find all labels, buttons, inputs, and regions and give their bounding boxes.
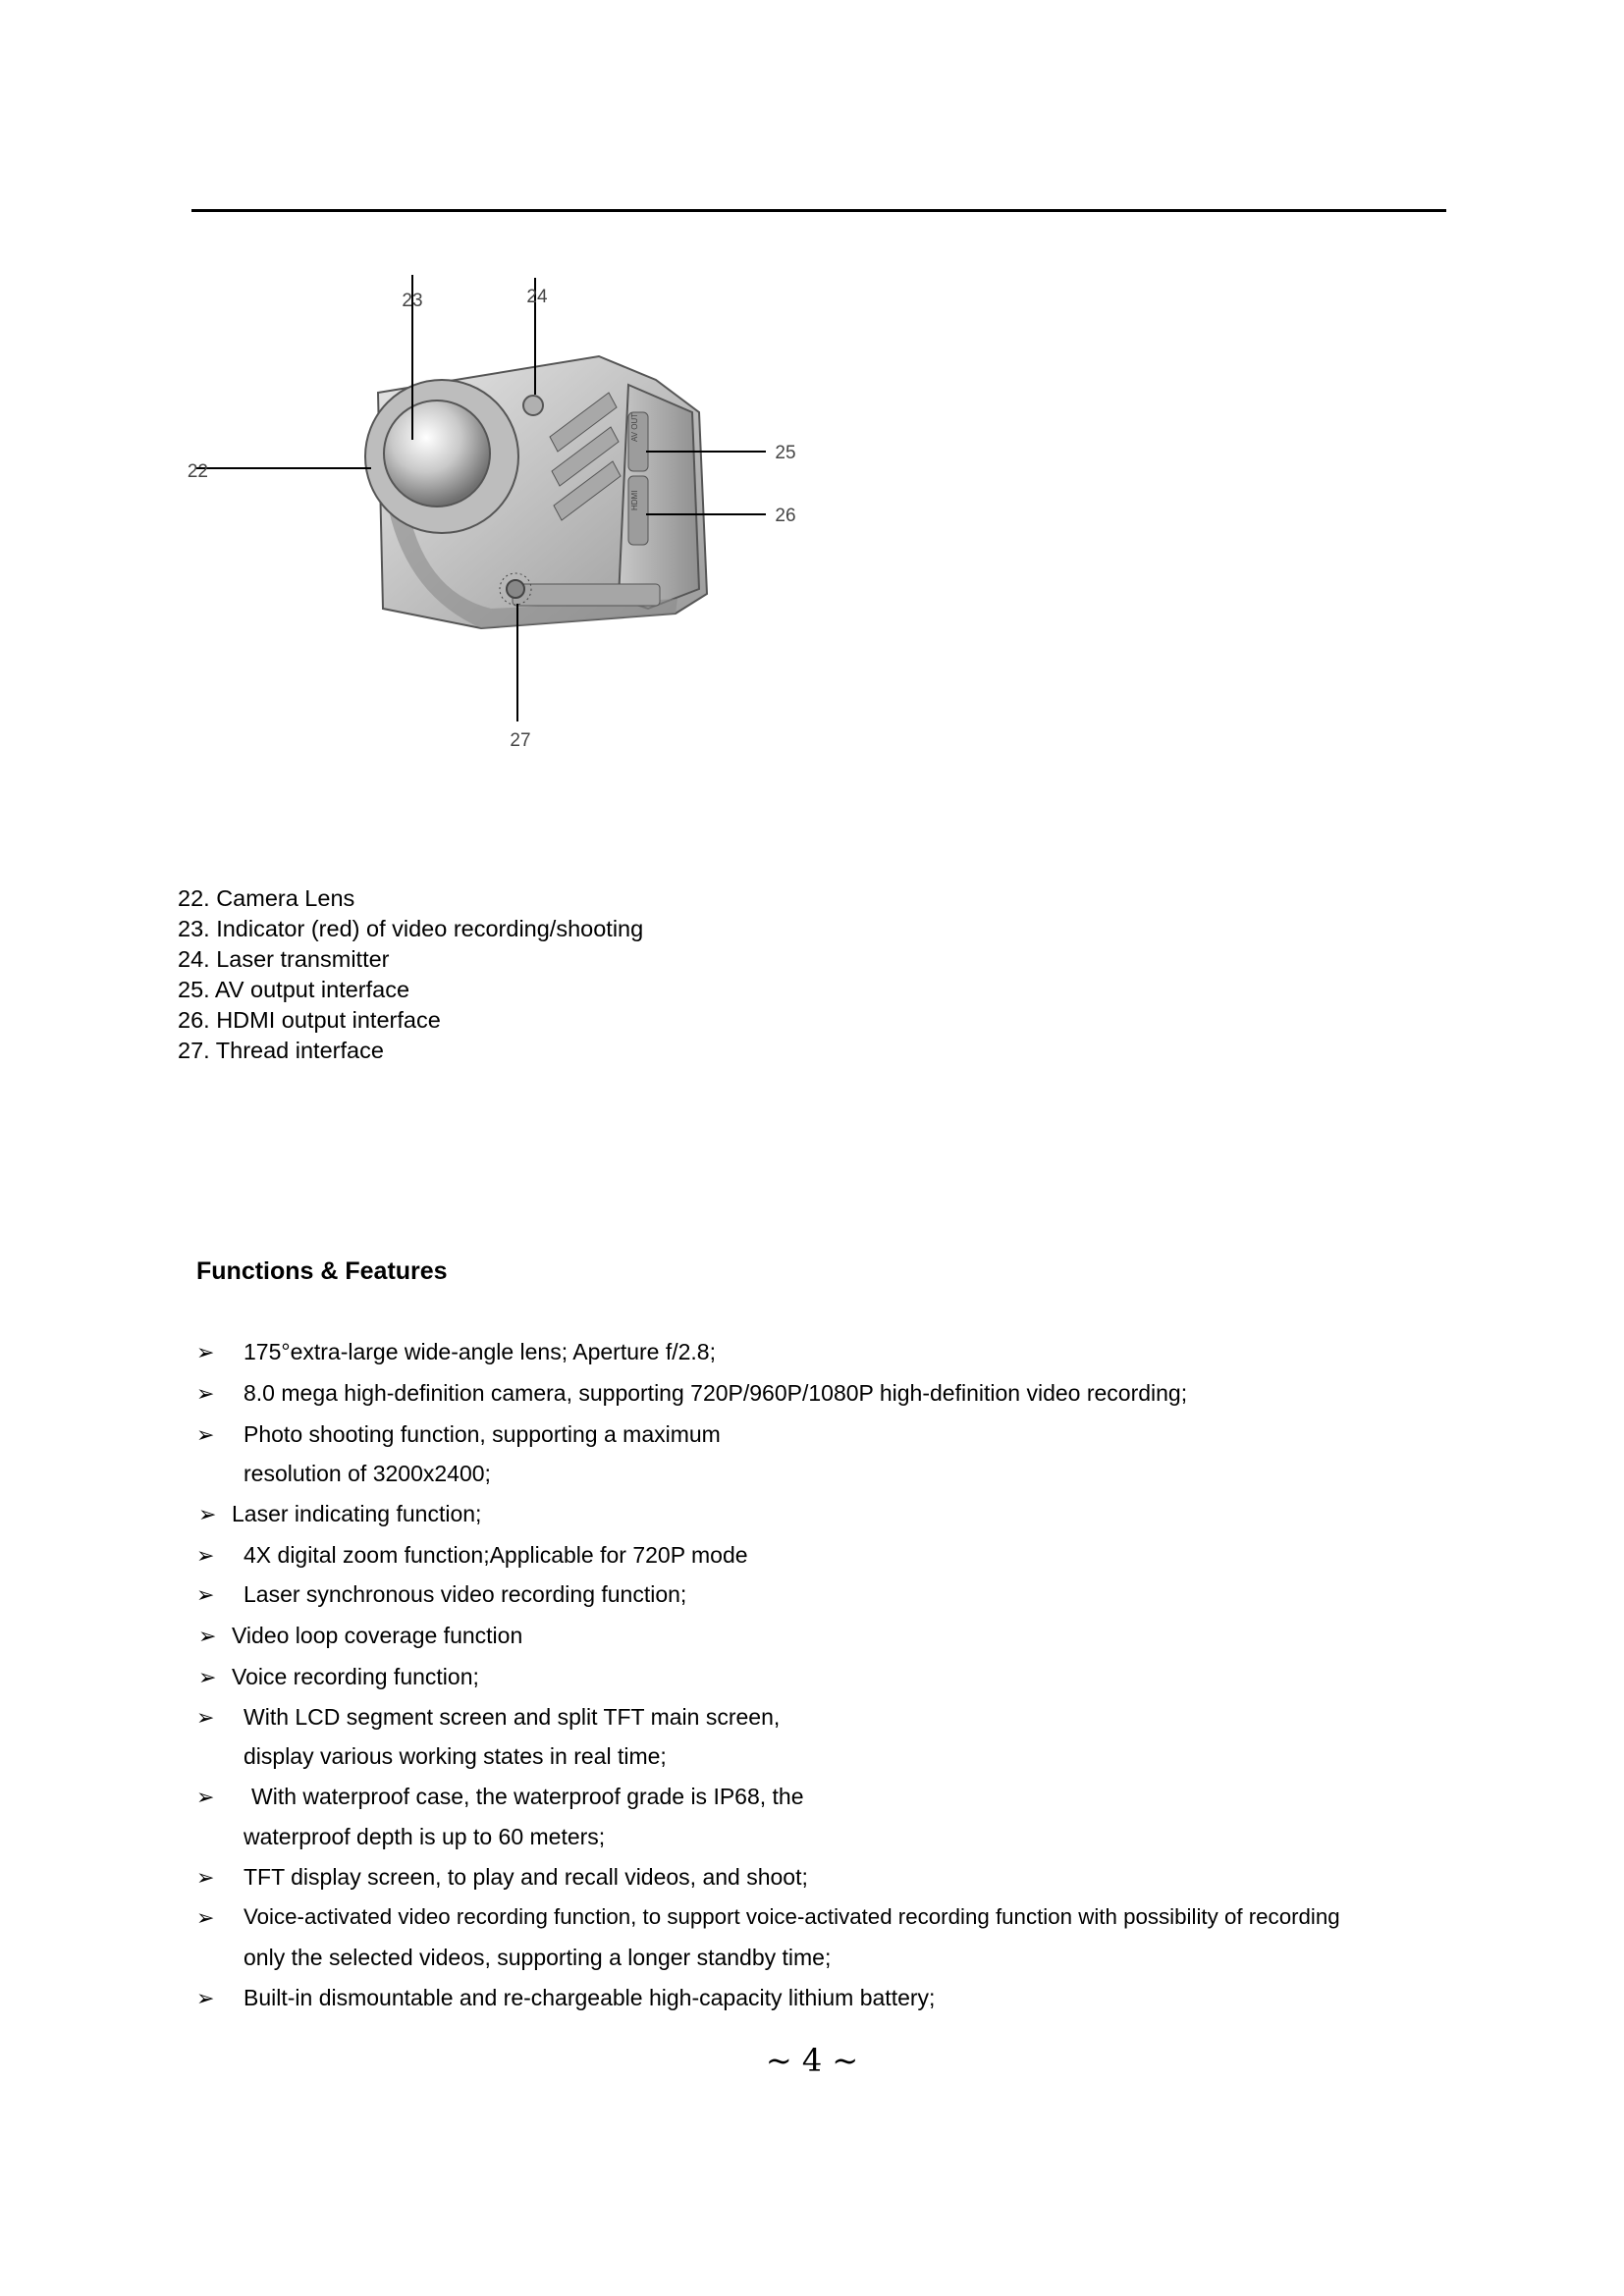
part-item: 26. HDMI output interface (178, 1007, 441, 1033)
part-item: 23. Indicator (red) of video recording/shooting (178, 916, 644, 941)
laser-window (523, 396, 543, 415)
bullet-icon: ➢ (196, 1785, 215, 1809)
part-item: 22. Camera Lens (178, 885, 355, 911)
callout-25: 25 (775, 443, 796, 463)
bullet-icon: ➢ (196, 1543, 215, 1568)
bullet-icon: ➢ (196, 1905, 215, 1930)
av-port-label: AV OUT (630, 412, 639, 442)
feature-item: 8.0 mega high-definition camera, supporting 720P/960P/1080P high-definition video recording; (244, 1380, 1188, 1406)
page-number: ~ 4 ~ (765, 2042, 859, 2079)
bullet-icon: ➢ (196, 1865, 215, 1890)
thread-hole (507, 580, 524, 598)
bullet-icon: ➢ (196, 1582, 215, 1607)
feature-item: 4X digital zoom function;Applicable for 720P mode (244, 1542, 748, 1568)
bullet-icon: ➢ (196, 1986, 215, 2010)
feature-item: Photo shooting function, supporting a maximum (244, 1421, 721, 1447)
camera-diagram (187, 275, 844, 766)
part-item: 24. Laser transmitter (178, 946, 390, 972)
feature-item: Laser indicating function; (232, 1501, 482, 1526)
callout-27: 27 (510, 730, 531, 751)
feature-item: Built-in dismountable and re-chargeable high-capacity lithium battery; (244, 1985, 936, 2010)
feature-item: Voice-activated video recording function, to support voice-activated recording function with possibility of recording (244, 1904, 1340, 1929)
feature-item-continued: only the selected videos, supporting a longer standby time; (244, 1945, 832, 1970)
feature-item-continued: waterproof depth is up to 60 meters; (244, 1824, 606, 1849)
feature-item-continued: resolution of 3200x2400; (244, 1461, 491, 1486)
bullet-icon: ➢ (196, 1705, 215, 1730)
feature-item-continued: display various working states in real time; (244, 1743, 667, 1769)
bullet-icon: ➢ (196, 1340, 215, 1364)
part-item: 27. Thread interface (178, 1038, 384, 1063)
feature-item: 175°extra-large wide-angle lens; Aperture f/2.8; (244, 1339, 716, 1364)
bullet-icon: ➢ (198, 1624, 217, 1648)
bullet-icon: ➢ (196, 1422, 215, 1447)
part-item: 25. AV output interface (178, 977, 410, 1002)
feature-item: With LCD segment screen and split TFT main screen, (244, 1704, 781, 1730)
header-rule (191, 209, 1446, 212)
callout-22: 22 (187, 461, 208, 482)
feature-item: Video loop coverage function (232, 1623, 523, 1648)
callout-24: 24 (526, 287, 548, 307)
bullet-icon: ➢ (196, 1381, 215, 1406)
features-heading: Functions & Features (196, 1257, 448, 1285)
feature-item: TFT display screen, to play and recall videos, and shoot; (244, 1864, 808, 1890)
camera-lens (384, 400, 490, 507)
callout-23: 23 (402, 291, 423, 311)
bullet-icon: ➢ (198, 1502, 217, 1526)
feature-item: With waterproof case, the waterproof grade is IP68, the (251, 1784, 804, 1809)
feature-item: Laser synchronous video recording function; (244, 1581, 687, 1607)
parts-list (178, 883, 643, 1066)
bullet-icon: ➢ (198, 1665, 217, 1689)
hdmi-port-label: HDMI (630, 490, 639, 510)
callout-26: 26 (775, 506, 796, 526)
feature-item: Voice recording function; (232, 1664, 479, 1689)
